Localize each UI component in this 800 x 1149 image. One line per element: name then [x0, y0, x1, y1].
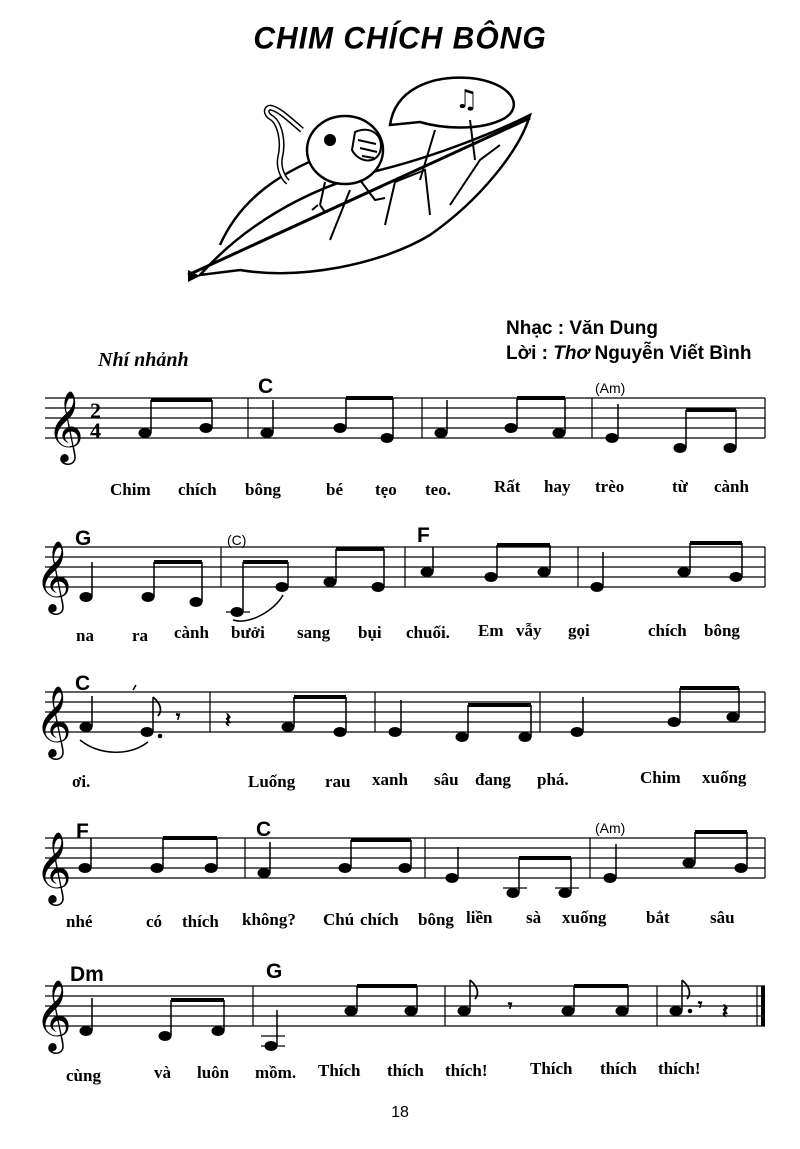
chord-symbol: G	[75, 527, 92, 550]
music-credit: Nhạc : Văn Dung	[506, 318, 659, 339]
lyric-syllable: nhé	[66, 912, 93, 931]
staff-system-2	[35, 524, 765, 645]
time-signature-top: 2	[90, 398, 101, 423]
lyrics-source: Thơ	[553, 343, 590, 364]
lyrics-prefix: Lời :	[506, 343, 554, 364]
lyric-syllable: xuống	[702, 768, 747, 787]
note-group	[80, 685, 739, 752]
lyric-syllable: chích	[178, 480, 217, 499]
treble-clef-icon: 𝄞	[35, 539, 72, 612]
lyric-syllable: bông	[704, 621, 740, 640]
chord-symbol: C	[256, 818, 272, 841]
lyric-syllable: xuống	[562, 908, 607, 927]
chord-symbol: F	[76, 820, 89, 843]
lyric-syllable: Thích	[318, 1061, 361, 1080]
lyric-syllable: sâu	[710, 908, 735, 927]
music-note-icon: ♫	[455, 85, 479, 115]
lyric-syllable: cùng	[66, 1066, 101, 1085]
treble-clef-icon: 𝄞	[47, 389, 84, 462]
song-title: CHIM CHÍCH BÔNG	[253, 21, 547, 56]
lyric-syllable: hay	[544, 477, 571, 496]
svg-text:𝄽: 𝄽	[722, 999, 729, 1023]
chord-symbol: Dm	[70, 963, 104, 986]
lyric-syllable: Chú	[323, 910, 355, 929]
lyric-syllable: bưởi	[231, 623, 265, 642]
lyric-syllable: xanh	[372, 770, 408, 789]
lyric-syllable: Luống	[248, 772, 296, 791]
lyric-syllable: ra	[132, 626, 149, 645]
chord-symbol: G	[266, 960, 283, 983]
lyric-syllable: bắt	[646, 908, 670, 927]
lyric-syllable: thích!	[658, 1059, 701, 1078]
staff-system-4	[35, 818, 765, 931]
treble-clef-icon: 𝄞	[35, 830, 72, 903]
lyric-syllable: chích	[648, 621, 687, 640]
lyric-syllable: sang	[297, 623, 331, 642]
chord-symbol: (C)	[227, 532, 247, 548]
lyric-syllable: luôn	[197, 1063, 230, 1082]
chord-symbol: (Am)	[595, 820, 626, 836]
lyric-syllable: Chim	[640, 768, 681, 787]
staff-system-3	[35, 672, 765, 791]
lyric-syllable: có	[146, 912, 163, 931]
lyric-syllable: sâu	[434, 770, 459, 789]
chord-symbol: F	[417, 524, 430, 547]
svg-text:𝄾: 𝄾	[176, 707, 181, 726]
lyric-syllable: Rất	[494, 477, 521, 496]
treble-clef-icon: 𝄞	[35, 978, 72, 1051]
lyric-syllable: chích	[360, 910, 399, 929]
lyric-syllable: cành	[174, 623, 209, 642]
lyric-syllable: và	[154, 1063, 171, 1082]
page-number: 18	[391, 1104, 409, 1121]
lyric-syllable: sà	[526, 908, 542, 927]
lyrics-author: Nguyễn Viết Bình	[594, 343, 752, 364]
note-group	[80, 543, 742, 621]
lyric-syllable: chuối.	[406, 623, 450, 642]
lyric-syllable: tẹo	[375, 480, 397, 499]
lyric-syllable: trèo	[595, 477, 625, 496]
lyric-syllable: gọi	[568, 621, 590, 640]
lyric-syllable: từ	[672, 477, 688, 496]
staff-system-5	[35, 960, 765, 1085]
svg-text:𝄾: 𝄾	[508, 996, 513, 1015]
svg-text:𝄽: 𝄽	[225, 708, 232, 732]
svg-text:𝄾: 𝄾	[698, 995, 703, 1014]
chord-symbol: (Am)	[595, 380, 626, 396]
note-group	[139, 398, 736, 453]
lyric-syllable: phá.	[537, 770, 569, 789]
lyric-syllable: Chim	[110, 480, 151, 499]
tempo-marking: Nhí nhảnh	[98, 349, 189, 371]
lyric-syllable: thích	[182, 912, 219, 931]
lyric-syllable: ơi.	[72, 772, 91, 791]
lyric-syllable: không?	[242, 910, 296, 929]
lyric-syllable: bé	[326, 480, 343, 499]
lyric-syllable: thích	[387, 1061, 424, 1080]
lyric-syllable: Em	[478, 621, 504, 640]
lyric-syllable: bụi	[358, 623, 382, 642]
lyric-syllable: teo.	[425, 480, 451, 499]
chord-symbol: C	[75, 672, 91, 695]
lyric-syllable: thích!	[445, 1061, 488, 1080]
lyric-syllable: rau	[325, 772, 351, 791]
final-barline-thick	[761, 986, 765, 1026]
lyric-syllable: vẫy	[516, 621, 542, 640]
time-signature-bottom: 4	[90, 418, 101, 443]
lyric-syllable: Thích	[530, 1059, 573, 1078]
chord-symbol: C	[258, 375, 274, 398]
lyric-syllable: bông	[245, 480, 281, 499]
note-group	[80, 980, 728, 1051]
lyric-syllable: đang	[475, 770, 511, 789]
staff-system-1	[45, 375, 765, 499]
lyric-syllable: cành	[714, 477, 749, 496]
lyric-syllable: bông	[418, 910, 454, 929]
lyric-syllable: mồm.	[255, 1063, 297, 1082]
lyric-syllable: thích	[600, 1059, 637, 1078]
note-group	[79, 832, 747, 898]
treble-clef-icon: 𝄞	[35, 684, 72, 757]
lyric-syllable: liền	[466, 908, 493, 927]
lyric-syllable: na	[76, 626, 94, 645]
